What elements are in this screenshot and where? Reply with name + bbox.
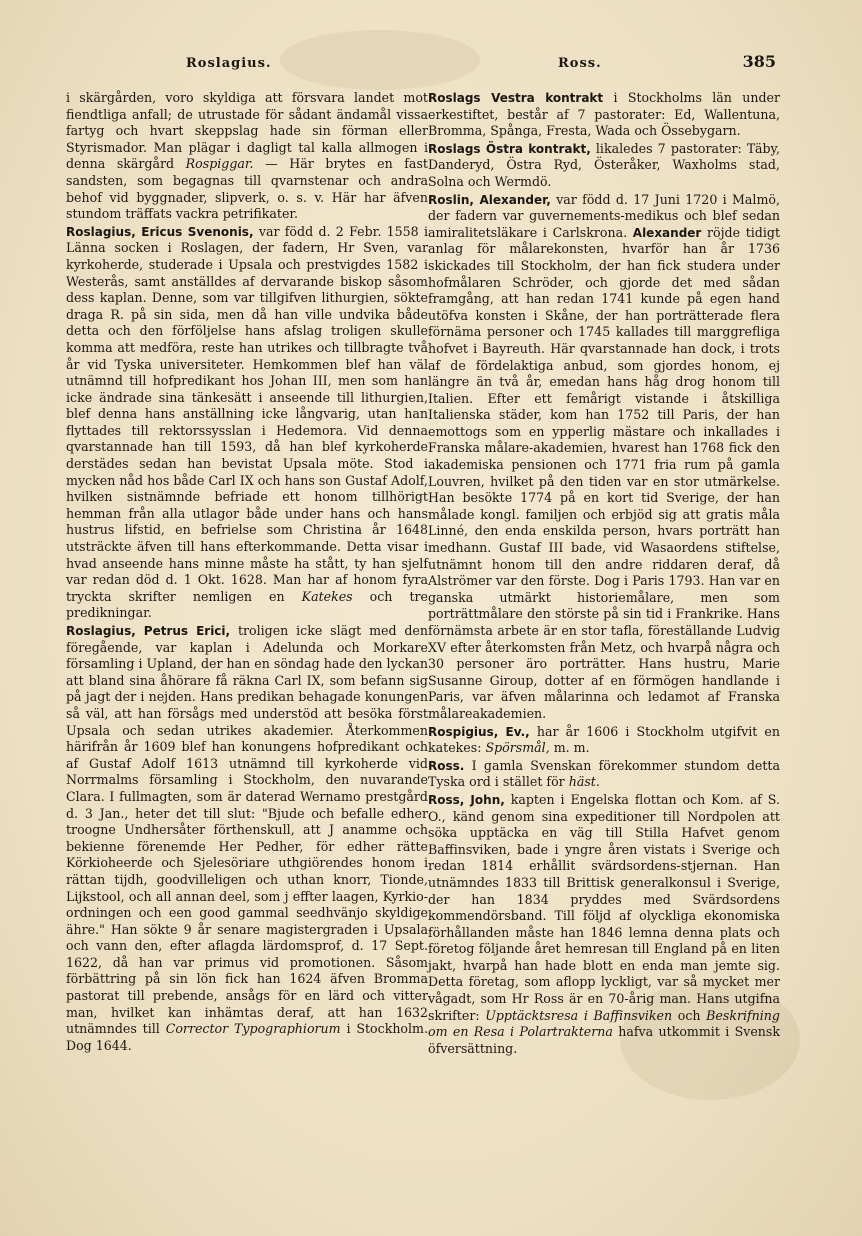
entry-ross: Ross. I gamla Svenskan förekommer stundom detta Tyska ord i stället för häst. — [428, 757, 780, 790]
paragraph-continuation: i skärgården, voro skyldiga att försvara landet mot fiendtliga anfall; de utrustade för sådant ändamål vissa fartyg och hvart skeppslag hade sin förman eller Styrismador. Man plägar i dagligt tal kalla allmogen i denna skärgård Rospiggar. — Här brytes en fast sandsten, som begagnas till qvarnstenar och andra behof vid byggnader, slipverk, o. s. v. Här har äfven stundom träffats vackra petrifikater. — [66, 90, 428, 222]
headword: Rospigius, Ev., — [428, 724, 530, 739]
left-column — [66, 90, 428, 1055]
headword: Ross. — [428, 758, 465, 773]
headword: Roslagius, Ericus Svenonis, — [66, 224, 254, 239]
entry-roslags-vestra: Roslags Vestra kontrakt i Stockholms län under erkestiftet, består af 7 pastorater: Ed, Wallentuna, Bromma, Spånga, Fresta, Wada och Össebygarn. — [428, 90, 780, 139]
headword: Roslin, Alexander, — [428, 192, 551, 207]
page-number: 385 — [742, 52, 776, 71]
right-column — [428, 90, 780, 1058]
paper-stain — [280, 30, 480, 90]
headword: Roslags Östra kontrakt, — [428, 141, 591, 156]
headword: Roslags Vestra kontrakt — [428, 91, 604, 105]
running-head-right: Ross. — [558, 56, 602, 71]
entry-rospigius: Rospigius, Ev., har år 1606 i Stockholm utgifvit en katekes: Spörsmål, m. m. — [428, 723, 780, 756]
headword-inline: Alexander — [632, 225, 702, 240]
entry-roslagius-petrus: Roslagius, Petrus Erici, troligen icke slägt med den föregående, var kaplan i Adelunda och Morkare församling i Upland, der han en söndag hade den lyckan att bland sina åhörare få räkna Carl IX, som befann sig på jagt der i nejden. Hans predikan behagade konungen så väl, att han försågs med understöd att besöka först Upsala och sedan utrikes akademier. Återkommen härifrån år 1609 blef han konungens hofpredikant och af Gustaf Adolf 1613 utnämnd till kyrkoherde vid Norrmalms församling i Stockholm, den nuvarande Clara. I fullmagten, som är daterad Wernamo prestgård d. 3 Jan., heter det till slut: "Bjude och befalle edher troogne Undhersåter förthenskull, att J anamme och bekienne förenemde Her Pedher, för edher rätte Körkioheerde och Sjelesöriare uthgiörendes honom i rättan tijdh, goodvilleligen och uthan knorr, Tionde, Lijkstool, och all annan deel, som j effter laagen, Kyrkio-ordningen och een good gammal seedhvänjo skyldige ähre." Han sökte 9 år senare magistergraden i Upsala och vann den, efter aflagda lärdomsprof, d. 17 Sept. 1622, då han var primus vid promotionen. Såsom förbättring på sin lön fick han 1624 äfven Bromma pastorat till prebende, ansågs för en lärd och vitter man, hvilket kan inhämtas deraf, att han 1632 utnämndes till Corrector Typographiorum i Stockholm. Dog 1644. — [66, 623, 428, 1053]
headword: Ross, John, — [428, 792, 505, 807]
entry-roslin-alexander: Roslin, Alexander, var född d. 17 Juni 1720 i Malmö, der fadern var guvernements-medikus och blef sedan amiralitetsläkare i Carlskrona. Alexander röjde tidigt anlag för målarekonsten, hvarför han år 1736 skickades till Stockholm, der han fick studera under hofmålaren Schröder, och gjorde det med sådan framgång, att han redan 1741 kunde på egen hand utöfva konsten i Skåne, der han porträtterade flera förnäma personer och 1745 kallades till marggrefliga hofvet i Bayreuth. Här qvarstannade han dock, i trots af de fördelaktiga anbud, som gjordes honom, ej längre än två år, emedan hans håg drog honom till Italien. Efter ett femårigt vistande i åtskilliga Italienska städer, kom han 1752 till Paris, der han emottogs som en ypperlig mästare och inkallades i Franska målare-akademien, hvarest han 1768 fick den akademiska pensionen och 1771 fria rum på gamla Louvren, hvilket på den tiden var en stor utmärkelse. Han besökte 1774 på en kort tid Sverige, der han målade kongl. familjen och erbjöd sig att gratis måla Linné, den enda enskilda person, hvars porträtt han medhann. Gustaf III bade, vid Wasaordens stiftelse, utnämnt honom till den andre riddaren deraf, då Alströmer var den förste. Dog i Paris 1793. Han var en ganska utmärkt historiemålare, men som porträttmålare den störste på sin tid i Frankrike. Hans förnämsta arbete är en stor tafla, föreställande Ludvig XV efter återkomsten från Metz, och hvarpå några och 30 personer äro porträtter. Hans hustru, Marie Susanne Giroup, dotter af en förmögen handlande i Paris, var äfven målarinna och ledamot af Franska målareakademien. — [428, 191, 781, 721]
headword: Roslagius, Petrus Erici, — [66, 624, 231, 638]
entry-ross-john: Ross, John, kapten i Engelska flottan och Kom. af S. O., känd genom sina expeditioner till Nordpolen att söka upptäcka en väg till Stilla Hafvet genom Baffinsviken, bade i yngre åren vistats i Sverige och redan 1814 erhållit svärdsordens-stjernan. Han utnämndes 1833 till Brittisk generalkonsul i Sverige, der han 1834 pryddes med Svärdsordens kommendörsband. Till följd af olyckliga ekonomiska förhållanden måste han 1846 lemna denna plats och företog följande året hemresan till England på en liten jakt, hvarpå han hade blott en enda man jemte sig. Detta företag, som aflopp lyckligt, var så mycket mer vågadt, som Hr Ross är en 70-årig man. Hans utgifna skrifter: Upptäcktsresa i Baffinsviken och Beskrifning om en Resa i Polartrakterna hafva utkommit i Svensk öfversättning. — [428, 791, 781, 1056]
entry-roslagius-ericus: Roslagius, Ericus Svenonis, var född d. 2 Febr. 1558 i Länna socken i Roslagen, der fadern, Hr Sven, var kyrkoherde, studerade i Upsala och prestvigdes 1582 i Westerås, samt anställdes af dervarande biskop såsom dess kaplan. Denne, som var tillgifven lithurgien, sökte draga R. på sin sida, men då han ville undvika både detta och den förföljelse hans afslag troligen skulle komma att medföra, reste han utrikes och tillbragte två år vid Tyska universiteter. Hemkommen blef han väl utnämnd till hofpredikant hos Johan III, men som han icke ändrade sina tänkesätt i anseende till lithurgien, blef denna hans anställning icke långvarig, utan han flyttades till rektorssysslan i Hedemora. Vid denna qvarstannade han till 1593, då han blef kyrkoherde derstädes sedan han bevistat Upsala möte. Stod i mycken nåd hos både Carl IX och hans son Gustaf Adolf, hvilken sistnämnde befriade ett honom tillhörigt hemman från alla utlagor både under hans och hans hustrus lifstid, en befrielse som Christina år 1648 utsträckte äfven till hans efterkommande. Detta visar i hvad anseende hans minne måste ha stått, ty han sjelf var redan död d. 1 Okt. 1628. Man har af honom fyra tryckta skrifter nemligen en Katekes och tre predikningar. — [66, 223, 428, 621]
running-head-left: Roslagius. — [186, 56, 272, 71]
entry-roslags-ostra: Roslags Östra kontrakt, likaledes 7 pastorater: Täby, Danderyd, Östra Ryd, Österåker, Waxholms stad, Solna och Wermdö. — [428, 140, 780, 189]
